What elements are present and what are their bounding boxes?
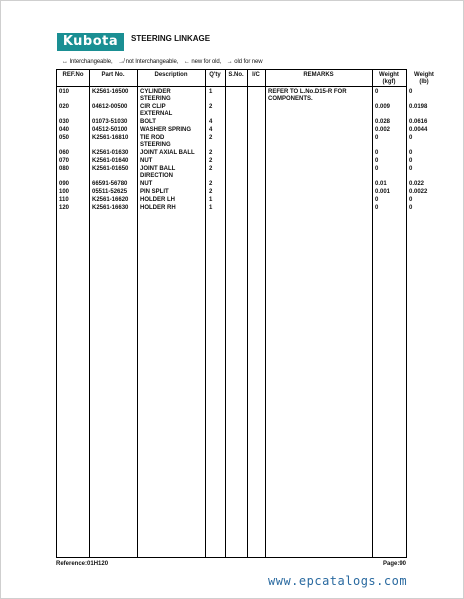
legend-not-interchangeable: ↛ not Interchangeable, — [118, 59, 179, 65]
header-part-no: Part No. — [101, 72, 125, 78]
cell-ref: 030 — [59, 119, 70, 125]
cell-wlb: 0.0044 — [409, 127, 428, 133]
kubota-logo: Kubota — [57, 33, 124, 51]
cell-qty: 1 — [209, 89, 213, 95]
cell-desc: TIE ROD STEERING — [140, 135, 171, 148]
column-divider — [205, 70, 206, 557]
cell-desc: NUT — [140, 158, 153, 164]
cell-wkg: 0.01 — [375, 181, 387, 187]
cell-qty: 2 — [209, 189, 213, 195]
cell-ref: 090 — [59, 181, 70, 187]
cell-qty: 2 — [209, 104, 213, 110]
cell-qty: 2 — [209, 158, 213, 164]
cell-wlb: 0 — [409, 205, 413, 211]
cell-wkg: 0 — [375, 135, 379, 141]
parts-table — [56, 69, 434, 558]
interchangeability-legend — [62, 59, 267, 65]
cell-desc: HOLDER RH — [140, 205, 176, 211]
cell-wlb: 0 — [409, 158, 413, 164]
reference-label: Reference:01H120 — [56, 561, 109, 567]
cell-ref: 010 — [59, 89, 70, 95]
header-quantity: Q'ty — [209, 72, 221, 78]
cell-wlb: 0 — [409, 166, 413, 172]
cell-wlb: 0 — [409, 135, 413, 141]
page-number: Page:90 — [382, 561, 406, 567]
cell-ref: 100 — [59, 189, 70, 195]
cell-wkg: 0 — [375, 158, 379, 164]
cell-qty: 2 — [209, 150, 213, 156]
cell-desc: JOINT BALL DIRECTION — [140, 166, 176, 179]
cell-wlb: 0.0616 — [409, 119, 428, 125]
cell-part: K2561-16810 — [92, 135, 129, 141]
cell-desc: JOINT AXIAL BALL — [140, 150, 195, 156]
cell-part: 66591-56780 — [92, 181, 128, 187]
header-remarks: REMARKS — [303, 72, 334, 78]
legend-interchangeable: ↔ Interchangeable, — [62, 59, 113, 65]
cell-wkg: 0.002 — [375, 127, 391, 133]
cell-desc: NUT — [140, 181, 153, 187]
cell-part: 04612-00500 — [92, 104, 128, 110]
cell-ref: 120 — [59, 205, 70, 211]
cell-wkg: 0.001 — [375, 189, 391, 195]
cell-ref: 070 — [59, 158, 70, 164]
cell-part: K2561-16500 — [92, 89, 129, 95]
header-weight-kgf: Weight (kgf) — [379, 72, 399, 85]
header-weight-lb: Weight (lb) — [414, 72, 434, 85]
cell-qty: 1 — [209, 197, 213, 203]
cell-part: K2561-16630 — [92, 205, 129, 211]
header-interchange: I/C — [252, 72, 260, 78]
cell-qty: 2 — [209, 166, 213, 172]
column-divider — [406, 70, 407, 557]
legend-old-for-new: → old for new — [226, 59, 263, 65]
cell-desc: PIN SPLIT — [140, 189, 169, 195]
cell-wlb: 0.022 — [409, 181, 425, 187]
watermark: www.epcatalogs.com — [268, 574, 408, 588]
cell-wlb: 0.0198 — [409, 104, 428, 110]
cell-wkg: 0 — [375, 205, 379, 211]
cell-wlb: 0 — [409, 89, 413, 95]
cell-part: 01073-51030 — [92, 119, 128, 125]
cell-desc: BOLT — [140, 119, 156, 125]
column-divider — [137, 70, 138, 557]
cell-part: K2561-01630 — [92, 150, 129, 156]
cell-part: K2561-01650 — [92, 166, 129, 172]
cell-qty: 4 — [209, 119, 213, 125]
cell-ref: 050 — [59, 135, 70, 141]
cell-part: K2561-01640 — [92, 158, 129, 164]
column-divider — [247, 70, 248, 557]
cell-qty: 2 — [209, 135, 213, 141]
column-divider — [89, 70, 90, 557]
cell-qty: 4 — [209, 127, 213, 133]
cell-part: 05511-52625 — [92, 189, 128, 195]
header-description: Description — [154, 72, 188, 78]
column-divider — [225, 70, 226, 557]
cell-desc: CYLINDER STEERING — [140, 89, 171, 102]
cell-wkg: 0 — [375, 166, 379, 172]
header-ref-no: REF.No — [62, 72, 84, 78]
cell-part: 04512-50100 — [92, 127, 128, 133]
cell-ref: 060 — [59, 150, 70, 156]
cell-remarks: REFER TO L.No.D15-R FOR COMPONENTS. — [268, 89, 347, 102]
cell-wlb: 0 — [409, 150, 413, 156]
page-title: STEERING LINKAGE — [131, 34, 211, 43]
column-divider — [265, 70, 266, 557]
cell-wkg: 0.009 — [375, 104, 391, 110]
cell-ref: 110 — [59, 197, 69, 203]
column-divider — [372, 70, 373, 557]
cell-wkg: 0 — [375, 89, 379, 95]
cell-desc: HOLDER LH — [140, 197, 175, 203]
header-divider — [57, 86, 406, 87]
cell-desc: WASHER SPRING — [140, 127, 192, 133]
cell-qty: 1 — [209, 205, 213, 211]
header-serial-no: S.No. — [228, 72, 244, 78]
cell-wlb: 0 — [409, 197, 413, 203]
legend-new-for-old: ← new for old, — [183, 59, 222, 65]
cell-ref: 080 — [59, 166, 70, 172]
cell-ref: 020 — [59, 104, 70, 110]
cell-wkg: 0.028 — [375, 119, 391, 125]
cell-qty: 2 — [209, 181, 213, 187]
cell-ref: 040 — [59, 127, 70, 133]
cell-wlb: 0.0022 — [409, 189, 428, 195]
cell-desc: CIR CLIP EXTERNAL — [140, 104, 173, 117]
cell-part: K2561-16620 — [92, 197, 129, 203]
cell-wkg: 0 — [375, 150, 379, 156]
cell-wkg: 0 — [375, 197, 379, 203]
